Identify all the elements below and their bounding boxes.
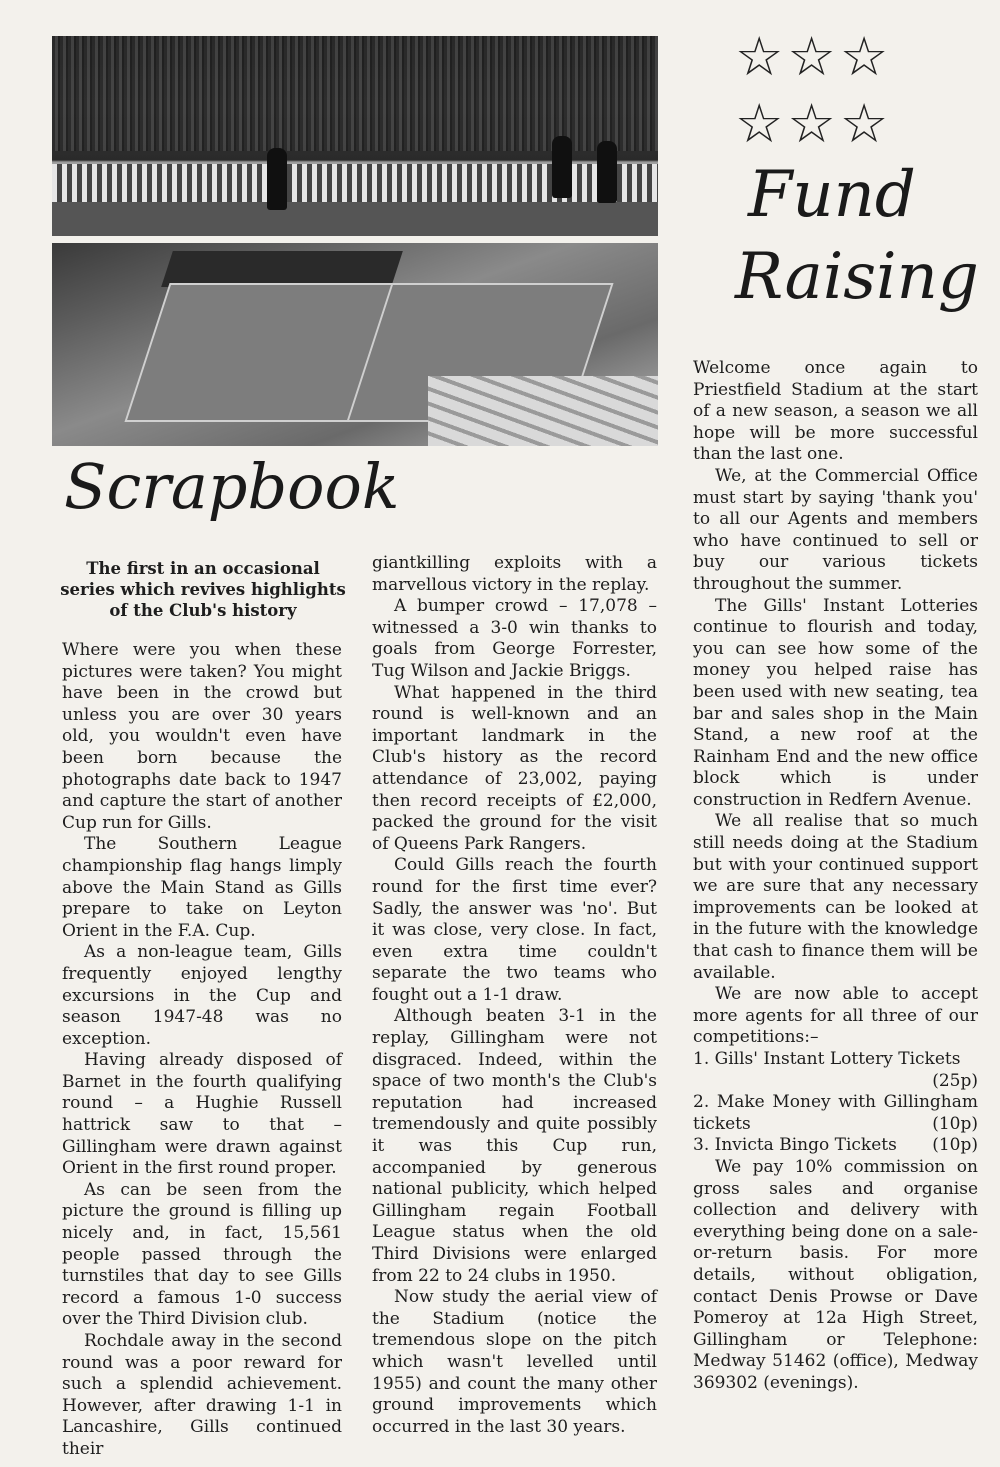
paragraph: giantkilling exploits with a marvellous victory in the replay. bbox=[372, 553, 657, 595]
paragraph: We, at the Commercial Office must start by saying 'thank you' to all our Agents and members who have continued to sell or buy our various tickets throughout the summer. bbox=[693, 465, 978, 594]
list-item bbox=[693, 1092, 978, 1135]
paragraph: Now study the aerial view of the Stadium (notice the tremendous slope on the pitch which wasn't levelled until 1955) and count the many other ground improvements which occurred in the last 30 years. bbox=[372, 1287, 657, 1437]
scrapbook-heading: Scrapbook bbox=[64, 450, 400, 523]
player-figure bbox=[267, 148, 287, 210]
star-icons-row: ☆☆☆ bbox=[735, 25, 893, 88]
competition-price: (25p) bbox=[932, 1070, 978, 1091]
paragraph: As can be seen from the picture the ground is filling up nicely and, in fact, 15,561 people passed through the turnstiles that day to see Gills record a famous 1-0 success over the Third Division club. bbox=[62, 1179, 342, 1330]
grandstand-crowd bbox=[52, 36, 658, 151]
paragraph: Welcome once again to Priestfield Stadium at the start of a new season, a season we all hope will be more successful than the last one. bbox=[693, 358, 978, 465]
competitions-list bbox=[693, 1049, 978, 1157]
paragraph: We all realise that so much still needs doing at the Stadium but with your continued support we are sure that any necessary improvements can be looked at in the future with the knowledge that cash to finance them will be available. bbox=[693, 811, 978, 983]
article-column-2 bbox=[372, 553, 657, 1438]
fund-raising-column bbox=[693, 358, 978, 1395]
pitch-edge bbox=[52, 202, 658, 236]
paragraph: The Gills' Instant Lotteries continue to flourish and today, you can see how some of the money you helped raise has been used with new seating, tea bar and sales shop in the Main Stand, a new roof at the Rainham End and the new office block which is under construction in Redfern Avenue. bbox=[693, 595, 978, 810]
player-figure bbox=[552, 136, 572, 198]
paragraph: Where were you when these pictures were taken? You might have been in the crowd but unless you are over 30 years old, you wouldn't even have been born because the photographs date back to 1947 and capture the start of another Cup run for Gills. bbox=[62, 640, 342, 833]
competition-label: 3. Invicta Bingo Tickets bbox=[693, 1135, 897, 1156]
paragraph: A bumper crowd – 17,078 – witnessed a 3-0 win thanks to goals from George Forrester, Tug Wilson and Jackie Briggs. bbox=[372, 596, 657, 681]
list-item bbox=[693, 1049, 978, 1092]
paragraph: Although beaten 3-1 in the replay, Gillingham were not disgraced. Indeed, within the space of two month's the Club's reputation had increased tremendously and quite possibly it was this Cup run, accompanied by generous national publicity, which helped Gillingham regain Football League status when the old Third Divisions were enlarged from 22 to 24 clubs in 1950. bbox=[372, 1006, 657, 1286]
main-stand-roof bbox=[161, 251, 403, 287]
raising-heading: Raising bbox=[735, 240, 979, 314]
terraced-houses bbox=[428, 376, 658, 446]
paragraph: As a non-league team, Gills frequently enjoyed lengthy excursions in the Cup and season 1947-48 was no exception. bbox=[62, 942, 342, 1049]
paragraph: We are now able to accept more agents for all three of our competitions:– bbox=[693, 984, 978, 1048]
paragraph: What happened in the third round is well-known and an important landmark in the Club's history as the record attendance of 23,002, paying then record receipts of £2,000, packed the ground for the visit of Queens Park Rangers. bbox=[372, 682, 657, 854]
aerial-stadium-photo bbox=[52, 243, 658, 446]
fund-heading: Fund bbox=[748, 158, 916, 232]
competition-label: 2. Make Money with Gillingham tickets bbox=[693, 1092, 978, 1134]
paragraph: We pay 10% commission on gross sales and organise collection and delivery with everything being done on a sale-or-return basis. For more details, without obligation, contact Denis Prowse or Dave Pomeroy at 12a High Street, Gillingham or Telephone: Medway 51462 (office), Medway 369302 (evenings). bbox=[693, 1156, 978, 1393]
paragraph: The Southern League championship flag hangs limply above the Main Stand as Gills prepare to take on Leyton Orient in the F.A. Cup. bbox=[62, 834, 342, 941]
crowd-photo bbox=[52, 36, 658, 236]
scrapbook-subtitle: The first in an occasional series which revives highlights of the Club's history bbox=[60, 559, 346, 620]
article-column-1 bbox=[62, 640, 342, 1461]
competition-price: (10p) bbox=[932, 1113, 978, 1134]
competition-price: (10p) bbox=[932, 1135, 978, 1156]
list-item bbox=[693, 1135, 978, 1157]
star-icons-row: ☆☆☆ bbox=[735, 92, 893, 155]
paragraph: Having already disposed of Barnet in the fourth qualifying round – a Hughie Russell hattrick saw to that – Gillingham were drawn against Orient in the first round proper. bbox=[62, 1050, 342, 1179]
paragraph: Could Gills reach the fourth round for the first time ever? Sadly, the answer was 'no'. But it was close, very close. In fact, even extra time couldn't separate the two teams who fought out a 1-1 draw. bbox=[372, 855, 657, 1005]
paragraph: Rochdale away in the second round was a poor reward for such a splendid achievement. However, after drawing 1-1 in Lancashire, Gills continued their bbox=[62, 1331, 342, 1459]
player-figure bbox=[597, 141, 617, 203]
competition-label: 1. Gills' Instant Lottery Tickets bbox=[693, 1049, 961, 1069]
